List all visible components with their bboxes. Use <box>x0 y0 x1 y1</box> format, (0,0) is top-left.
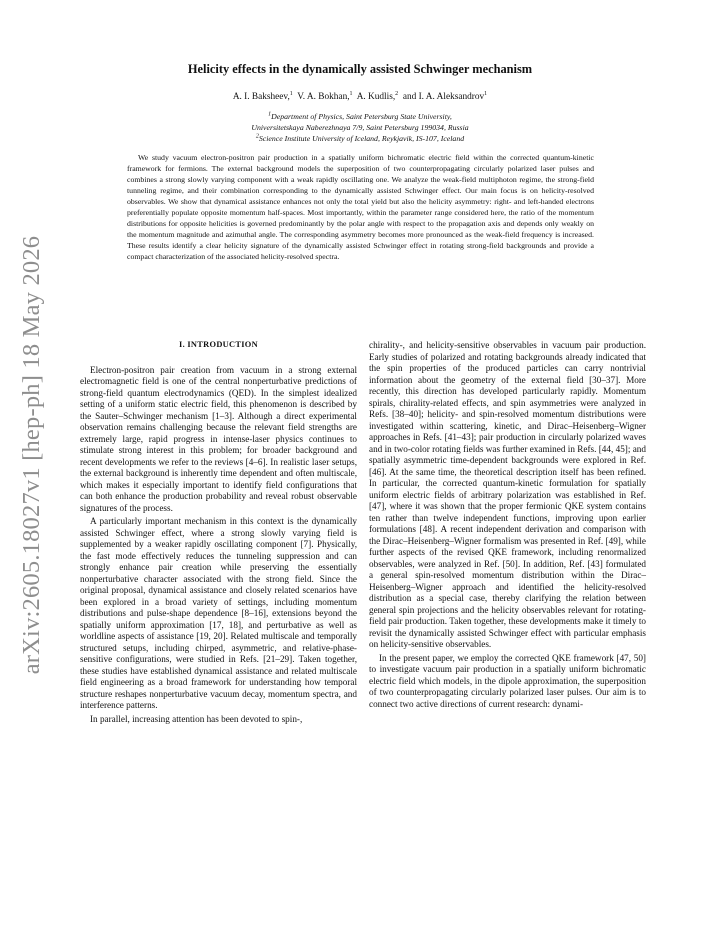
abstract <box>127 152 594 262</box>
author-name: A. I. Baksheev,$^1$ <box>232 90 293 102</box>
affiliation-line: $^1$Department of Physics, Saint Petersburg State University, <box>268 111 452 121</box>
affiliation-line: $^2$Science Institute University of Iceland, Reykjavik, IS-107, Iceland <box>255 133 465 143</box>
abstract-text: We study vacuum electron-positron pair production in a spatially uniform bichromatic electric field within the corrected quantum-kinetic framework for fermions. The external background models the superposition of two counterpropagating circularly polarized laser pulses and combines a strong slowly varying component with a weak rapidly oscillating one. We analyze the weak-field multiphoton regime, the strong-field tunneling regime, and their combination corresponding to the dynamically assisted Schwinger effect. Our main focus is on helicity-resolved observables. We show that dynamical assistance enhances not only the total yield but also the helicity asymmetry: right- and left-handed electrons preferentially populate opposite momentum half-spaces. Most importantly, within the parameter range considered here, the ratio of the momentum distributions for opposite helicities is governed predominantly by the polar angle with respect to the propagation axis and depends only weakly on the momentum magnitude and azimuthal angle. The corresponding asymmetry becomes more pronounced as the weak-field frequency is increased. These results identify a clear helicity signature of the dynamically assisted Schwinger effect in rotating strong-field backgrounds and provide a compact characterization of the associated helicity-resolved spectra. <box>127 153 594 261</box>
author-name: A. Kudlis,$^2$ <box>356 90 399 102</box>
body-paragraph: A particularly important mechanism in this context is the dynamically assisted Schwinger effect, where a strong slowly varying field is supplemented by a weaker rapidly oscillating component [7]. Physically, the fast mode effectively reduces the tunneling suppression and can strongly enhance pair creation while preserving the essentially nonperturbative character associated with the strong field. Since the original proposal, dynamical assistance and closely related scenarios have been explored in a broad variety of settings, including momentum distributions and pulse-shape dependence [8–16], extensions beyond the spatially uniform approximation [17, 18], and perturbative as well as worldline aspects of assistance [19, 20]. Related multiscale and temporally structured setups, including chirped, asymmetric, and relative-phase-sensitive configurations, were studied in Refs. [21–29]. Taken together, these studies have established dynamical assistance and related multiscale field engineering as a broad framework for understanding how temporal structure reshapes nonperturbative vacuum decay, momentum spectra, and interference patterns. <box>80 516 357 710</box>
affiliations <box>110 111 610 144</box>
body-paragraph: In the present paper, we employ the corrected QKE framework [47, 50] to investigate vacuum pair production in a spatially uniform bichromatic electric field which models, in the dipole approximation, the superposition of two counterpropagating circularly polarized laser pulses. Our aim is to connect two active directions of current research: dynami- <box>369 652 646 709</box>
body-paragraph: chirality-, and helicity-sensitive observables in vacuum pair production. Early studies of polarized and rotating backgrounds already indicated that the spin properties of the produced particles can carry nontrivial information about the geometry of the external field [30–37]. More recently, this direction has developed particularly rapidly. Momentum spirals, chirality-related effects, and spin asymmetries were analyzed in Refs. [38–40]; helicity- and spin-resolved momentum distributions were investigated within scattering, kinetic, and Dirac–Heisenberg–Wigner approaches in Refs. [41–43]; pair production in circularly polarized waves and in two-color rotating fields was further examined in Refs. [44, 45]; and spatially asymmetric time-dependent backgrounds were explored in Ref. [46]. At the same time, the theoretical description itself has been refined. In particular, the corrected quantum-kinetic formulation for spatially uniform electric fields of arbitrary polarization was established in Ref. [47], where it was shown that the proper fermionic QKE system contains ten rather than twelve independent functions, improving upon earlier formulations [48]. A recent independent derivation and comparison with the Dirac–Heisenberg–Wigner formalism was presented in Ref. [49], while further aspects of the revised QKE framework, including renormalized observables, were analyzed in Ref. [50]. In addition, Ref. [43] formulated a general spin-resolved momentum distribution within the Dirac–Heisenberg–Wigner approach and identified the helicity-resolved distribution as a special case, thereby clarifying the relation between general spin projections and the helicity observables relevant for rotating-field pair production. Taken together, these developments make it timely to revisit the dynamically assisted Schwinger effect with particular emphasis on helicity-sensitive observables. <box>369 340 646 649</box>
body-paragraph: Electron-positron pair creation from vacuum in a strong external electromagnetic field is one of the central nonperturbative predictions of strong-field quantum electrodynamics (QED). In the simplest idealized setting of a uniform static electric field, this phenomenon is described by the Sauter–Schwinger mechanism [1–3]. Although a direct experimental observation remains challenging because the relevant field strengths are extremely large, rapid progress in intense-laser physics continues to stimulate strong interest in this problem; for broader background and recent developments we refer to the reviews [4–6]. In realistic laser setups, the external background is inherently time dependent and often multiscale, which makes it especially important to identify field configurations that can both enhance the production probability and reveal robust observable signatures of the process. <box>80 364 357 513</box>
left-column <box>80 335 357 727</box>
right-column <box>369 340 646 712</box>
arxiv-identifier-text: arXiv:2605.18027v1 [hep-ph] 18 May 2026 <box>18 235 45 675</box>
affiliation-line: Universitetskaya Naberezhnaya 7/9, Saint Petersburg 199034, Russia <box>251 123 469 132</box>
author-list <box>110 92 610 102</box>
arxiv-identifier-stamp <box>6 235 58 675</box>
paper-title: Helicity effects in the dynamically assisted Schwinger mechanism <box>187 62 533 76</box>
section-heading: I. INTRODUCTION <box>179 340 258 349</box>
author-name: and I. A. Aleksandrov$^1$ <box>402 90 488 102</box>
author-name: V. A. Bokhan,$^1$ <box>297 90 353 102</box>
body-paragraph: In parallel, increasing attention has been devoted to spin-, <box>90 713 303 724</box>
